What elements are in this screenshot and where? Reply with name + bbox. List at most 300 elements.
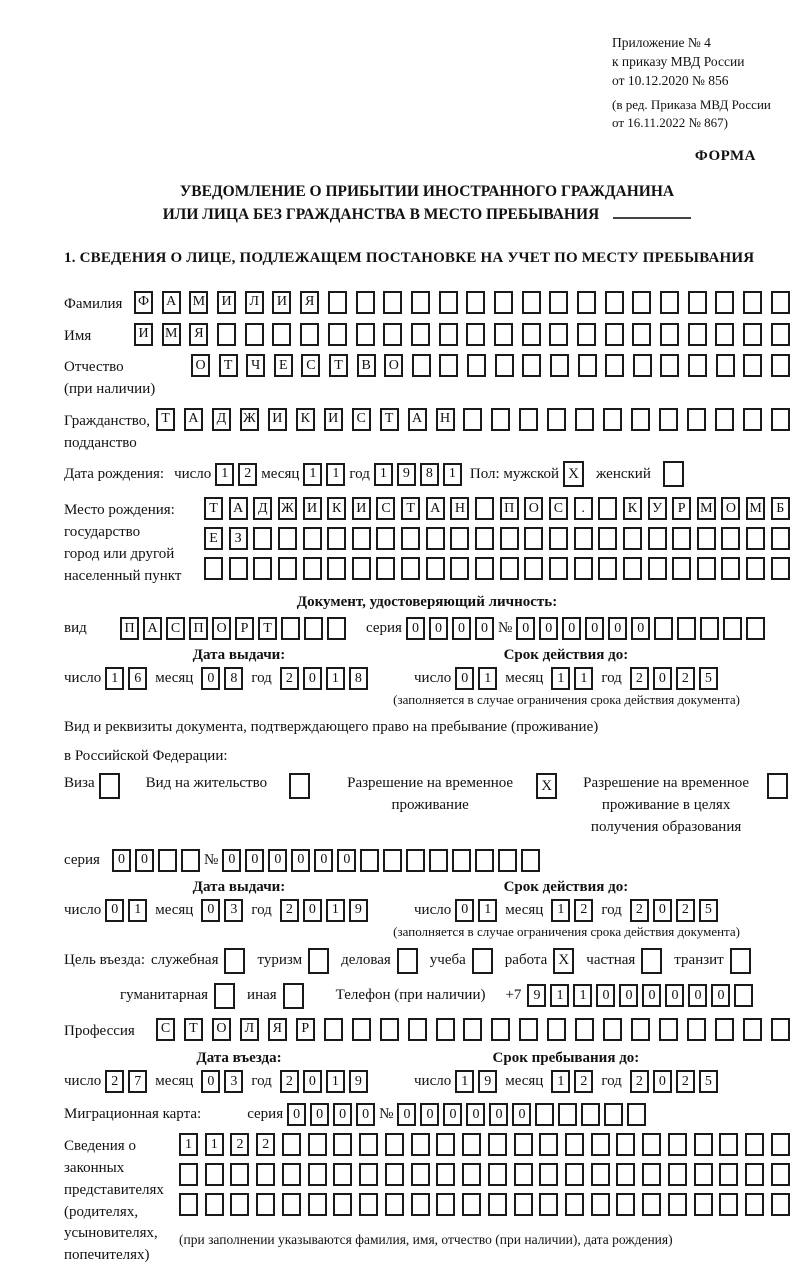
char-box[interactable] [771,1018,790,1041]
char-box[interactable] [494,323,513,346]
char-box[interactable]: 0 [135,849,154,872]
char-box[interactable] [743,1018,762,1041]
char-box[interactable]: 3 [224,1070,243,1093]
char-box[interactable] [631,1018,650,1041]
char-box[interactable]: 1 [551,1070,570,1093]
char-box[interactable]: 0 [406,617,425,640]
char-box[interactable] [688,354,707,377]
char-box[interactable] [697,557,716,580]
char-box[interactable]: 0 [455,667,474,690]
char-box[interactable]: И [268,408,287,431]
char-box[interactable] [439,354,458,377]
char-box[interactable] [352,1018,371,1041]
char-box[interactable]: Т [329,354,348,377]
char-box[interactable] [642,1163,661,1186]
char-box[interactable] [488,1163,507,1186]
char-box[interactable] [539,1133,558,1156]
char-box[interactable]: А [162,291,181,314]
char-box[interactable] [771,1133,790,1156]
char-box[interactable] [521,849,540,872]
char-box[interactable] [623,527,642,550]
char-box[interactable]: 0 [356,1103,375,1126]
char-box[interactable] [672,557,691,580]
char-box[interactable] [660,354,679,377]
char-box[interactable] [719,1133,738,1156]
char-box[interactable] [687,1018,706,1041]
char-box[interactable] [743,354,762,377]
char-box[interactable]: 1 [205,1133,224,1156]
char-box[interactable] [519,1018,538,1041]
char-box[interactable]: 8 [349,667,368,690]
char-box[interactable] [462,1133,481,1156]
char-box[interactable] [771,354,790,377]
char-box[interactable] [462,1193,481,1216]
char-box[interactable] [158,849,177,872]
purpose-business-checkbox[interactable] [224,948,245,974]
char-box[interactable]: С [166,617,185,640]
char-box[interactable]: 0 [688,984,707,1007]
char-box[interactable]: У [648,497,667,520]
char-box[interactable]: 1 [455,1070,474,1093]
purpose-humanitarian-checkbox[interactable] [214,983,235,1009]
char-box[interactable] [575,1018,594,1041]
char-box[interactable] [450,527,469,550]
char-box[interactable] [715,1018,734,1041]
char-box[interactable] [575,408,594,431]
char-box[interactable]: 0 [608,617,627,640]
char-box[interactable] [605,354,624,377]
char-box[interactable] [591,1193,610,1216]
char-box[interactable]: И [352,497,371,520]
char-box[interactable]: 1 [550,984,569,1007]
char-box[interactable] [205,1193,224,1216]
char-box[interactable]: И [303,497,322,520]
char-box[interactable] [697,527,716,550]
char-box[interactable]: И [134,323,153,346]
char-box[interactable] [547,408,566,431]
char-box[interactable]: А [426,497,445,520]
char-box[interactable]: Ф [134,291,153,314]
char-box[interactable]: 0 [314,849,333,872]
char-box[interactable]: О [721,497,740,520]
char-box[interactable]: С [549,497,568,520]
char-box[interactable]: 0 [619,984,638,1007]
char-box[interactable] [281,617,300,640]
char-box[interactable] [745,1193,764,1216]
char-box[interactable] [282,1133,301,1156]
char-box[interactable] [549,323,568,346]
char-box[interactable]: 0 [653,899,672,922]
char-box[interactable] [304,617,323,640]
char-box[interactable] [668,1133,687,1156]
char-box[interactable] [577,291,596,314]
char-box[interactable]: 1 [551,899,570,922]
char-box[interactable]: Я [189,323,208,346]
char-box[interactable] [333,1163,352,1186]
char-box[interactable] [771,323,790,346]
char-box[interactable] [333,1133,352,1156]
char-box[interactable] [475,557,494,580]
char-box[interactable] [746,557,765,580]
char-box[interactable]: О [191,354,210,377]
char-box[interactable] [547,1018,566,1041]
char-box[interactable]: Т [380,408,399,431]
char-box[interactable] [205,1163,224,1186]
purpose-transit-checkbox[interactable] [730,948,751,974]
char-box[interactable] [230,1193,249,1216]
char-box[interactable]: Ч [246,354,265,377]
char-box[interactable] [181,849,200,872]
char-box[interactable] [300,323,319,346]
char-box[interactable] [721,557,740,580]
char-box[interactable] [466,323,485,346]
char-box[interactable] [475,849,494,872]
char-box[interactable] [385,1163,404,1186]
sex-female-checkbox[interactable] [663,461,684,487]
char-box[interactable] [412,354,431,377]
char-box[interactable]: 1 [105,667,124,690]
char-box[interactable]: 8 [420,463,439,486]
char-box[interactable] [204,557,223,580]
char-box[interactable] [328,291,347,314]
char-box[interactable]: 0 [420,1103,439,1126]
char-box[interactable] [463,408,482,431]
char-box[interactable] [598,557,617,580]
char-box[interactable]: 0 [512,1103,531,1126]
char-box[interactable]: Б [771,497,790,520]
char-box[interactable] [245,323,264,346]
char-box[interactable]: 5 [699,899,718,922]
char-box[interactable] [385,1193,404,1216]
char-box[interactable] [475,497,494,520]
char-box[interactable]: 0 [596,984,615,1007]
char-box[interactable] [715,291,734,314]
char-box[interactable] [450,557,469,580]
char-box[interactable]: 0 [539,617,558,640]
char-box[interactable] [715,408,734,431]
char-box[interactable]: 0 [475,617,494,640]
char-box[interactable] [436,1018,455,1041]
char-box[interactable]: И [217,291,236,314]
char-box[interactable] [356,323,375,346]
char-box[interactable] [359,1133,378,1156]
char-box[interactable]: Р [672,497,691,520]
char-box[interactable]: 3 [224,899,243,922]
char-box[interactable]: М [697,497,716,520]
char-box[interactable]: 1 [478,667,497,690]
char-box[interactable]: О [212,617,231,640]
rvpo-checkbox[interactable] [767,773,788,799]
char-box[interactable]: 0 [333,1103,352,1126]
char-box[interactable]: 0 [291,849,310,872]
char-box[interactable]: 1 [574,667,593,690]
char-box[interactable] [514,1163,533,1186]
char-box[interactable]: 1 [128,899,147,922]
char-box[interactable] [406,849,425,872]
char-box[interactable] [616,1133,635,1156]
char-box[interactable]: 0 [303,667,322,690]
char-box[interactable] [577,323,596,346]
char-box[interactable] [648,527,667,550]
char-box[interactable] [411,291,430,314]
char-box[interactable] [668,1193,687,1216]
purpose-other-checkbox[interactable] [283,983,304,1009]
char-box[interactable]: 9 [527,984,546,1007]
char-box[interactable] [488,1193,507,1216]
char-box[interactable] [514,1133,533,1156]
char-box[interactable] [633,354,652,377]
char-box[interactable] [558,1103,577,1126]
purpose-private-checkbox[interactable] [641,948,662,974]
char-box[interactable] [522,354,541,377]
char-box[interactable]: . [574,497,593,520]
char-box[interactable]: С [376,497,395,520]
char-box[interactable]: 0 [489,1103,508,1126]
char-box[interactable]: 0 [631,617,650,640]
char-box[interactable] [659,1018,678,1041]
char-box[interactable]: 1 [326,1070,345,1093]
char-box[interactable] [660,291,679,314]
char-box[interactable]: 5 [699,667,718,690]
char-box[interactable]: 2 [630,667,649,690]
char-box[interactable]: Я [268,1018,287,1041]
char-box[interactable] [721,527,740,550]
char-box[interactable] [632,291,651,314]
char-box[interactable] [498,849,517,872]
char-box[interactable] [491,408,510,431]
char-box[interactable] [411,1193,430,1216]
char-box[interactable]: Т [258,617,277,640]
purpose-study-checkbox[interactable] [472,948,493,974]
char-box[interactable] [463,1018,482,1041]
char-box[interactable]: 1 [443,463,462,486]
char-box[interactable] [574,557,593,580]
char-box[interactable] [524,557,543,580]
char-box[interactable] [603,408,622,431]
char-box[interactable] [253,557,272,580]
char-box[interactable] [723,617,742,640]
char-box[interactable]: 1 [374,463,393,486]
char-box[interactable]: 2 [574,1070,593,1093]
char-box[interactable] [376,527,395,550]
purpose-work-checkbox[interactable]: X [553,948,574,974]
char-box[interactable]: 1 [478,899,497,922]
purpose-tourism-checkbox[interactable] [308,948,329,974]
char-box[interactable]: Т [219,354,238,377]
char-box[interactable]: 1 [303,463,322,486]
char-box[interactable] [380,1018,399,1041]
char-box[interactable] [303,557,322,580]
char-box[interactable] [500,527,519,550]
char-box[interactable]: Е [274,354,293,377]
char-box[interactable] [462,1163,481,1186]
char-box[interactable] [179,1163,198,1186]
char-box[interactable] [688,323,707,346]
char-box[interactable]: 0 [711,984,730,1007]
char-box[interactable] [411,1163,430,1186]
char-box[interactable] [743,323,762,346]
char-box[interactable] [677,617,696,640]
char-box[interactable]: Т [184,1018,203,1041]
char-box[interactable]: 9 [397,463,416,486]
char-box[interactable] [591,1133,610,1156]
char-box[interactable] [603,1018,622,1041]
char-box[interactable]: Д [212,408,231,431]
char-box[interactable]: 9 [349,899,368,922]
char-box[interactable] [356,291,375,314]
char-box[interactable]: Е [204,527,223,550]
char-box[interactable] [411,1133,430,1156]
char-box[interactable]: 0 [222,849,241,872]
char-box[interactable] [467,354,486,377]
char-box[interactable] [230,1163,249,1186]
char-box[interactable]: Н [436,408,455,431]
char-box[interactable] [500,557,519,580]
char-box[interactable] [333,1193,352,1216]
char-box[interactable] [383,291,402,314]
char-box[interactable] [494,291,513,314]
char-box[interactable]: А [408,408,427,431]
char-box[interactable] [359,1193,378,1216]
char-box[interactable] [745,1163,764,1186]
char-box[interactable]: К [327,497,346,520]
char-box[interactable]: 0 [429,617,448,640]
char-box[interactable]: Л [240,1018,259,1041]
char-box[interactable] [719,1193,738,1216]
char-box[interactable] [539,1163,558,1186]
char-box[interactable] [574,527,593,550]
char-box[interactable] [452,849,471,872]
char-box[interactable] [694,1133,713,1156]
char-box[interactable] [383,849,402,872]
char-box[interactable]: 1 [551,667,570,690]
char-box[interactable]: Н [450,497,469,520]
char-box[interactable]: 0 [112,849,131,872]
char-box[interactable] [581,1103,600,1126]
char-box[interactable] [746,527,765,550]
char-box[interactable]: 0 [455,899,474,922]
char-box[interactable] [631,408,650,431]
char-box[interactable] [672,527,691,550]
char-box[interactable]: О [212,1018,231,1041]
char-box[interactable] [308,1193,327,1216]
char-box[interactable] [308,1163,327,1186]
char-box[interactable] [578,354,597,377]
char-box[interactable]: П [500,497,519,520]
char-box[interactable] [716,354,735,377]
char-box[interactable]: 2 [280,899,299,922]
char-box[interactable]: З [229,527,248,550]
char-box[interactable]: 0 [466,1103,485,1126]
char-box[interactable] [282,1163,301,1186]
char-box[interactable] [411,323,430,346]
char-box[interactable]: 7 [128,1070,147,1093]
char-box[interactable] [660,323,679,346]
char-box[interactable] [408,1018,427,1041]
char-box[interactable]: 2 [230,1133,249,1156]
char-box[interactable]: 8 [224,667,243,690]
purpose-commercial-checkbox[interactable] [397,948,418,974]
char-box[interactable]: К [623,497,642,520]
char-box[interactable]: Т [156,408,175,431]
char-box[interactable] [598,527,617,550]
char-box[interactable] [627,1103,646,1126]
char-box[interactable]: 0 [201,667,220,690]
char-box[interactable]: А [184,408,203,431]
char-box[interactable]: 9 [349,1070,368,1093]
char-box[interactable] [439,323,458,346]
char-box[interactable] [694,1193,713,1216]
char-box[interactable] [522,323,541,346]
char-box[interactable] [688,291,707,314]
char-box[interactable] [303,527,322,550]
char-box[interactable]: 1 [179,1133,198,1156]
char-box[interactable]: О [384,354,403,377]
char-box[interactable]: 2 [676,667,695,690]
char-box[interactable]: 1 [573,984,592,1007]
char-box[interactable] [491,1018,510,1041]
char-box[interactable] [700,617,719,640]
char-box[interactable] [522,291,541,314]
char-box[interactable] [385,1133,404,1156]
char-box[interactable] [535,1103,554,1126]
char-box[interactable] [475,527,494,550]
char-box[interactable]: 0 [303,899,322,922]
char-box[interactable]: 1 [326,899,345,922]
char-box[interactable] [771,408,790,431]
char-box[interactable] [604,1103,623,1126]
char-box[interactable] [429,849,448,872]
char-box[interactable]: Ж [240,408,259,431]
char-box[interactable] [524,527,543,550]
char-box[interactable]: 0 [642,984,661,1007]
char-box[interactable] [550,354,569,377]
char-box[interactable] [598,497,617,520]
char-box[interactable] [734,984,753,1007]
char-box[interactable] [217,323,236,346]
char-box[interactable] [746,617,765,640]
char-box[interactable] [426,527,445,550]
char-box[interactable]: 1 [326,667,345,690]
char-box[interactable] [565,1193,584,1216]
char-box[interactable] [327,557,346,580]
char-box[interactable]: 2 [280,1070,299,1093]
char-box[interactable] [352,527,371,550]
char-box[interactable]: 0 [337,849,356,872]
char-box[interactable] [519,408,538,431]
sex-male-checkbox[interactable]: X [563,461,584,487]
char-box[interactable] [308,1133,327,1156]
char-box[interactable] [253,527,272,550]
char-box[interactable] [327,527,346,550]
char-box[interactable] [488,1133,507,1156]
char-box[interactable]: Ж [278,497,297,520]
char-box[interactable]: 0 [397,1103,416,1126]
char-box[interactable] [549,527,568,550]
char-box[interactable]: 0 [452,617,471,640]
char-box[interactable]: С [352,408,371,431]
char-box[interactable]: К [296,408,315,431]
char-box[interactable]: А [229,497,248,520]
char-box[interactable]: Р [235,617,254,640]
char-box[interactable]: 2 [574,899,593,922]
char-box[interactable] [352,557,371,580]
char-box[interactable]: 2 [630,899,649,922]
char-box[interactable]: 0 [562,617,581,640]
char-box[interactable]: И [272,291,291,314]
char-box[interactable]: П [120,617,139,640]
char-box[interactable]: 0 [268,849,287,872]
